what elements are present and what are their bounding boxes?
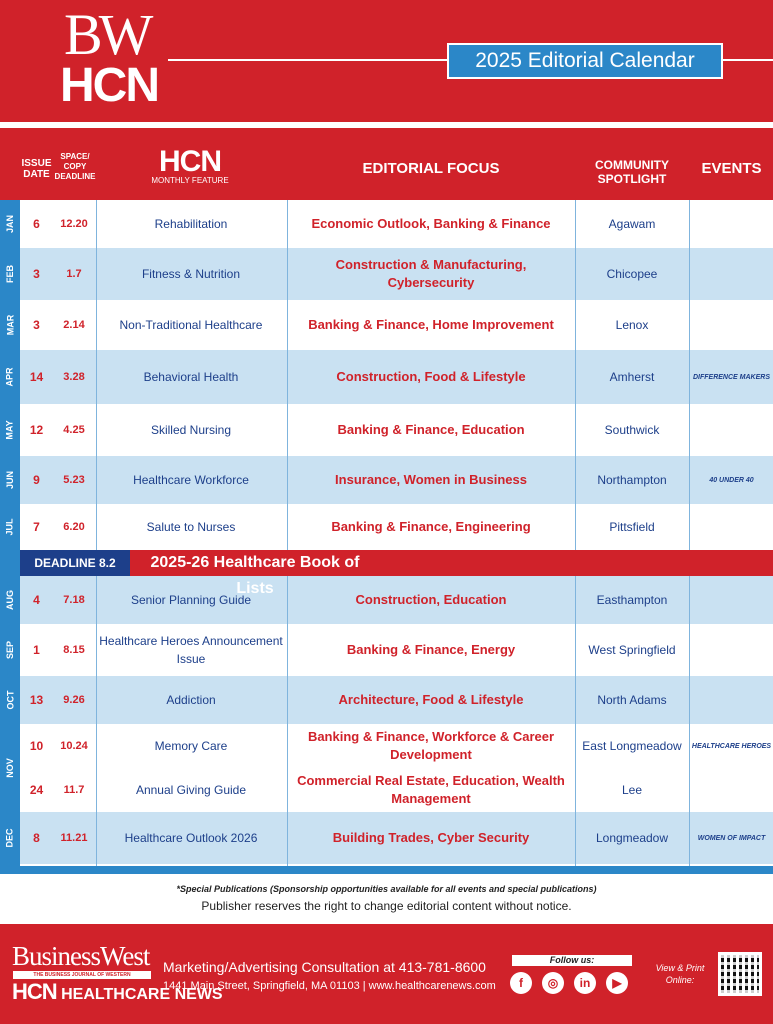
editorial-focus-cell: Construction, Education [355,592,507,607]
issue-date-cell: 12 [29,423,44,437]
copy-deadline-cell: 6.20 [63,521,85,533]
page-footer [0,924,773,1024]
qr-code-icon[interactable] [718,952,762,996]
bw-logo: BW [64,2,150,67]
businesswest-logo: BusinessWest [12,941,150,971]
issue-date-cell: 10 [29,739,44,753]
event-cell: WOMEN OF IMPACT [697,834,766,842]
page-header [0,0,773,122]
table-row [20,576,773,624]
businesswest-tagline: THE BUSINESS JOURNAL OF WESTERN MASSACHUSETTS [13,971,151,979]
issue-date-cell: 9 [33,473,40,487]
book-of-lists-banner [20,550,773,597]
editorial-focus-cell: Banking & Finance, Education [337,422,525,437]
editorial-focus-cell: Construction, Food & Lifestyle [336,369,526,384]
header-deadline: SPACE/ COPY DEADLINE [54,152,96,181]
event-cell [690,300,773,350]
table-header [0,128,773,200]
copy-deadline-cell: 9.26 [63,694,85,706]
month-label: JUN [4,470,15,490]
monthly-feature-cell: Healthcare Outlook 2026 [124,831,258,845]
community-spotlight-cell: Easthampton [596,593,668,607]
event-cell [690,248,773,300]
editorial-focus-cell: Banking & Finance, Energy [346,642,516,657]
issue-date-cell: 8 [33,831,40,845]
issue-date-cell: 13 [29,693,44,707]
view-print-label: View & Print Online: [655,963,705,985]
event-cell [690,624,773,676]
editorial-focus-cell: Banking & Finance, Workforce & Career Development [307,729,555,762]
month-label: MAY [5,420,15,440]
copy-deadline-cell: 1.7 [66,268,82,280]
column-divider [575,200,576,874]
event-cell [690,768,773,812]
community-spotlight-cell: Chicopee [606,267,658,281]
community-spotlight-cell: Northampton [597,473,667,487]
community-spotlight-cell: Agawam [608,217,656,231]
monthly-feature-cell: Healthcare Heroes Announcement Issue [99,634,283,666]
editorial-focus-cell: Commercial Real Estate, Education, Wealth Management [297,773,565,806]
community-spotlight-cell: West Springfield [588,643,676,657]
copy-deadline-cell: 2.14 [63,319,85,331]
header-community-spotlight: COMMUNITY SPOTLIGHT [595,158,669,186]
monthly-feature-cell: Memory Care [154,739,228,753]
table-row [20,504,773,550]
community-spotlight-cell: Longmeadow [595,831,669,845]
hcn-healthcare-news-logo: HCN HEALTHCARE NEWS [12,979,223,1004]
header-editorial-focus: EDITORIAL FOCUS [362,160,500,177]
contact-line: Marketing/Advertising Consultation at 413-781-8600 [163,959,486,975]
copy-deadline-cell: 12.20 [60,218,88,230]
table-row [20,768,773,812]
month-label: MAR [5,314,15,336]
header-events: EVENTS [701,160,762,177]
table-row [20,724,773,768]
column-divider [96,200,97,874]
event-cell [690,576,773,624]
month-label: OCT [5,690,15,710]
hcn-logo: HCN [60,59,158,112]
issue-date-cell: 24 [29,783,44,797]
month-label: JAN [4,214,15,234]
address-line: 1441 Main Street, Springfield, MA 01103 | www.healthcarenews.com [163,980,496,992]
table-row [20,404,773,456]
table-row [20,676,773,724]
month-label: JUL [4,518,15,536]
copy-deadline-cell: 5.23 [63,474,85,486]
editorial-focus-cell: Building Trades, Cyber Security [332,830,530,845]
instagram-icon[interactable]: ◎ [542,972,564,994]
table-row [20,248,773,300]
follow-us-label: Follow us: [512,955,632,966]
book-title: 2025-26 Healthcare Book of Lists [150,554,360,597]
editorial-focus-cell: Banking & Finance, Engineering [331,519,531,534]
table-bottom-rule [0,866,773,874]
event-cell [690,504,773,550]
table-row [20,624,773,676]
event-cell: DIFFERENCE MAKERS [692,373,770,381]
event-cell [690,676,773,724]
community-spotlight-cell: Amherst [609,370,655,384]
month-label: DEC [4,828,15,848]
editorial-focus-cell: Construction & Manufacturing, Cybersecurity [335,257,527,290]
community-spotlight-cell: Lee [621,783,643,797]
hcn-feature-logo: HCN [159,145,221,178]
issue-date-cell: 1 [33,643,40,657]
calendar-title: 2025 Editorial Calendar [447,43,723,79]
editorial-focus-cell: Insurance, Women in Business [335,472,527,487]
month-label: FEB [5,265,15,283]
table-row [20,456,773,504]
copy-deadline-cell: 8.15 [63,644,85,656]
table-row [20,350,773,404]
special-publications-note: *Special Publications (Sponsorship opportunities available for all events and special publications) [176,884,597,894]
column-divider [287,200,288,874]
header-issue-date: ISSUE DATE [21,158,52,180]
event-cell: 40 UNDER 40 [709,476,754,484]
monthly-feature-cell: Salute to Nurses [146,520,236,534]
copy-deadline-cell: 3.28 [63,371,85,383]
monthly-feature-cell: Behavioral Health [143,370,239,384]
facebook-icon[interactable]: f [510,972,532,994]
community-spotlight-cell: North Adams [597,693,667,707]
table-row [20,300,773,350]
community-spotlight-cell: Southwick [604,423,660,437]
copy-deadline-cell: 4.25 [63,424,85,436]
editorial-focus-cell: Architecture, Food & Lifestyle [338,692,524,707]
month-label: AUG [5,590,15,610]
publisher-note: Publisher reserves the right to change editorial content without notice. [201,899,572,913]
editorial-focus-cell: Economic Outlook, Banking & Finance [311,216,551,231]
month-label: NOV [4,758,15,778]
event-cell: HEALTHCARE HEROES [691,742,772,750]
month-label: APR [4,367,15,387]
column-divider [689,200,690,874]
monthly-feature-cell: Healthcare Workforce [133,473,249,487]
issue-date-cell: 6 [33,217,40,231]
event-cell [690,200,773,248]
table-row [20,200,773,248]
copy-deadline-cell: 10.24 [60,740,88,752]
community-spotlight-cell: Pittsfield [609,520,655,534]
issue-date-cell: 7 [33,520,40,534]
linkedin-icon[interactable]: in [574,972,596,994]
issue-date-cell: 14 [29,370,44,384]
table-row [20,812,773,864]
monthly-feature-cell: Fitness & Nutrition [141,267,241,281]
monthly-feature-cell: Rehabilitation [154,217,228,231]
book-deadline: DEADLINE 8.2 [20,550,130,576]
monthly-feature-cell: Non-Traditional Healthcare [119,318,263,332]
monthly-feature-cell: Addiction [166,693,216,707]
monthly-feature-cell: Senior Planning Guide [130,593,252,607]
community-spotlight-cell: East Longmeadow [582,739,682,753]
copy-deadline-cell: 11.21 [60,832,88,844]
issue-date-cell: 3 [33,267,40,281]
editorial-focus-cell: Banking & Finance, Home Improvement [308,317,554,332]
issue-date-cell: 3 [33,318,40,332]
event-cell [690,404,773,456]
copy-deadline-cell: 11.7 [63,784,85,796]
editorial-calendar-table [0,128,773,874]
header-monthly-feature: HCN MONTHLY FEATURE [140,148,240,186]
copy-deadline-cell: 7.18 [63,594,85,606]
youtube-icon[interactable]: ▶ [606,972,628,994]
month-label: SEP [4,640,15,660]
community-spotlight-cell: Lenox [615,318,649,332]
monthly-feature-cell: Skilled Nursing [150,423,232,437]
monthly-feature-cell: Annual Giving Guide [135,783,247,797]
issue-date-cell: 4 [33,593,40,607]
